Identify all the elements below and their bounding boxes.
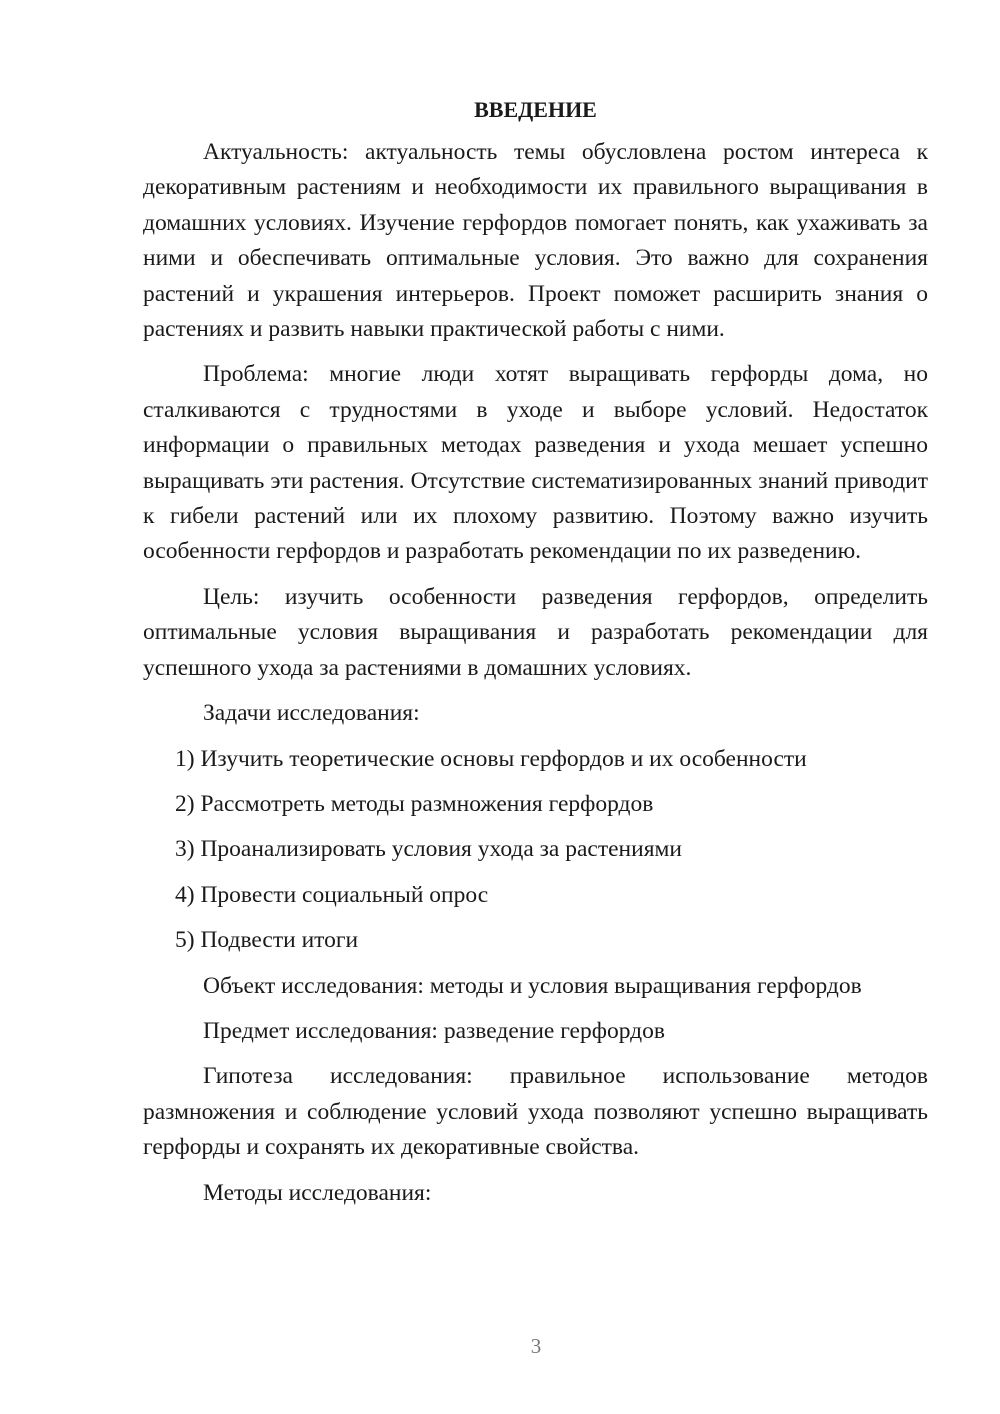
list-item: 3) Проанализировать условия ухода за растениями: [175, 836, 682, 863]
subject-paragraph: Предмет исследования: разведение герфордов: [203, 1017, 665, 1044]
problem-paragraph: Проблема: многие люди хотят выращивать герфорды дома, но сталкиваются с трудностями в уходе и выборе условий. Недостаток информации о правильных методах разведения и ухода мешает успешно выращивать эти растения. Отсутствие систематизированных знаний приводит к гибели растений или их плохому развитию. Поэтому важно изучить особенности герфордов и разработать рекомендации по их разведению.: [143, 361, 928, 565]
page-number: 3: [530, 1334, 542, 1358]
section-heading: ВВЕДЕНИЕ: [474, 97, 597, 122]
tasks-heading: Задачи исследования:: [203, 700, 420, 727]
tasks-list: [143, 742, 928, 959]
object-paragraph: Объект исследования: методы и условия выращивания герфордов: [203, 972, 862, 999]
methods-heading: Методы исследования:: [203, 1179, 432, 1206]
list-item: 1) Изучить теоретические основы герфордов и их особенности: [175, 745, 807, 772]
list-item: 2) Рассмотреть методы размножения герфордов: [175, 790, 654, 817]
page-content: [143, 95, 928, 1221]
goal-paragraph: Цель: изучить особенности разведения герфордов, определить оптимальные условия выращивания и разработать рекомендации для успешного ухода за растениями в домашних условиях.: [143, 583, 928, 681]
list-item: 4) Провести социальный опрос: [175, 881, 489, 908]
list-item: 5) Подвести итоги: [175, 927, 359, 954]
relevance-paragraph: Актуальность: актуальность темы обусловлена ростом интереса к декоративным растениям и необходимости их правильного выращивания в домашних условиях. Изучение герфордов помогает понять, как ухаживать за ними и обеспечивать оптимальные условия. Это важно для сохранения растений и украшения интерьеров. Проект поможет расширить знания о растениях и развить навыки практической работы с ними.: [143, 139, 928, 343]
hypothesis-paragraph: Гипотеза исследования: правильное использование методов размножения и соблюдение условий ухода позволяют успешно выращивать герфорды и сохранять их декоративные свойства.: [143, 1063, 928, 1161]
